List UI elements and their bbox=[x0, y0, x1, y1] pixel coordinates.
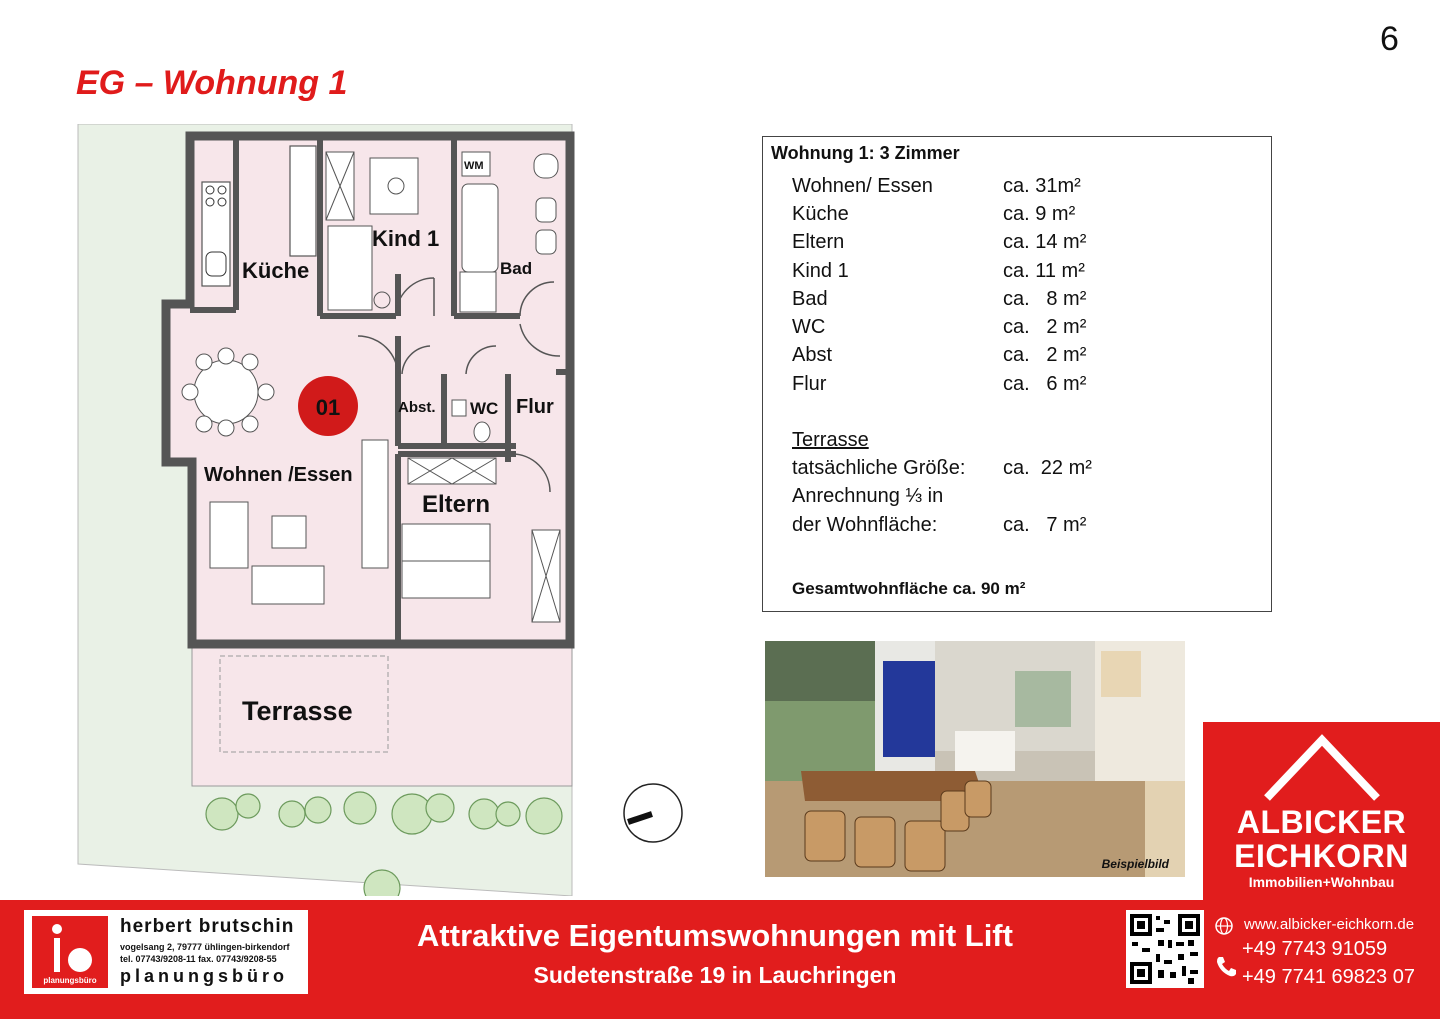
area-row-value: ca. 2 m² bbox=[1003, 344, 1087, 366]
room-label-wc: WC bbox=[470, 399, 499, 418]
total-area: Gesamtwohnfläche ca. 90 m² bbox=[792, 579, 1026, 598]
globe-icon bbox=[1214, 916, 1234, 936]
floor-plan bbox=[76, 124, 576, 896]
room-label-terrasse: Terrasse bbox=[242, 696, 353, 726]
brand-subtitle: Immobilien+Wohnbau bbox=[1248, 874, 1395, 890]
terrasse-row-label: tatsächliche Größe: bbox=[792, 457, 966, 479]
footer-bar bbox=[0, 900, 1440, 1019]
page-number: 6 bbox=[1380, 20, 1399, 58]
area-summary-box bbox=[762, 136, 1272, 612]
planner-logo bbox=[32, 916, 108, 988]
terrasse-heading: Terrasse bbox=[792, 429, 869, 451]
area-row-label: Eltern bbox=[792, 231, 845, 253]
qr-code-icon[interactable] bbox=[1126, 910, 1204, 988]
house-roof-icon bbox=[1261, 734, 1383, 804]
phone-icon bbox=[1214, 954, 1238, 978]
brand-name-line2: EICHKORN bbox=[1234, 838, 1409, 874]
footer-headline: Attraktive Eigentumswohnungen mit Lift bbox=[417, 918, 1013, 953]
area-row-value: ca. 9 m² bbox=[1003, 203, 1076, 225]
planner-phone: tel. 07743/9208-11 fax. 07743/9208-55 bbox=[120, 954, 277, 964]
planner-card bbox=[24, 910, 308, 994]
area-row-value: ca. 11 m² bbox=[1003, 260, 1085, 282]
area-row-label: Abst bbox=[792, 344, 833, 366]
area-row-label: Bad bbox=[792, 288, 828, 310]
area-row-label: Flur bbox=[792, 373, 827, 395]
footer-address: Sudetenstraße 19 in Lauchringen bbox=[533, 962, 897, 988]
area-row-value: ca. 14 m² bbox=[1003, 231, 1087, 253]
room-label-eltern: Eltern bbox=[422, 491, 491, 518]
phone-number-1[interactable]: +49 7743 91059 bbox=[1242, 938, 1388, 960]
area-row-value: ca. 31m² bbox=[1003, 175, 1081, 197]
unit-badge: 01 bbox=[315, 395, 341, 420]
area-row-value: ca. 2 m² bbox=[1003, 316, 1087, 338]
phone-number-2[interactable]: +49 7741 69823 07 bbox=[1242, 966, 1415, 988]
brand-name-line1: ALBICKER bbox=[1236, 804, 1407, 840]
area-row-value: ca. 6 m² bbox=[1003, 373, 1087, 395]
area-row-value: ca. 8 m² bbox=[1003, 288, 1087, 310]
area-row-label: Küche bbox=[792, 203, 849, 225]
area-row-label: Wohnen/ Essen bbox=[792, 175, 933, 197]
room-label-wohnen: Wohnen /Essen bbox=[204, 464, 353, 486]
north-arrow-icon bbox=[622, 782, 684, 844]
planner-logo-text: planungsbüro bbox=[43, 976, 97, 985]
area-row-label: WC bbox=[792, 316, 826, 338]
brand-logo bbox=[1203, 722, 1440, 900]
room-label-kind1: Kind 1 bbox=[372, 226, 440, 251]
website-link[interactable]: www.albicker-eichkorn.de bbox=[1244, 916, 1415, 933]
page-title: EG – Wohnung 1 bbox=[76, 64, 348, 102]
interior-photo-image bbox=[765, 641, 1185, 877]
planner-address: vogelsang 2, 79777 ühlingen-birkendorf bbox=[120, 942, 290, 952]
area-row-label: Kind 1 bbox=[792, 260, 849, 282]
room-label-kueche: Küche bbox=[242, 258, 310, 283]
room-label-abst: Abst. bbox=[398, 399, 436, 416]
terrasse-row-label: der Wohnfläche: bbox=[792, 514, 938, 536]
area-summary-heading: Wohnung 1: 3 Zimmer bbox=[771, 143, 960, 163]
room-label-flur: Flur bbox=[516, 396, 554, 418]
room-label-wm: WM bbox=[464, 160, 484, 172]
example-photo bbox=[765, 641, 1185, 877]
terrasse-row-value: ca. 7 m² bbox=[1003, 514, 1087, 536]
photo-caption: Beispielbild bbox=[1101, 857, 1169, 871]
room-label-bad: Bad bbox=[500, 259, 533, 278]
planner-name: herbert brutschin bbox=[120, 916, 295, 937]
terrasse-row-label: Anrechnung ⅓ in bbox=[792, 485, 944, 507]
terrasse-row-value: ca. 22 m² bbox=[1003, 457, 1092, 479]
planner-office: planungsbüro bbox=[120, 966, 288, 986]
